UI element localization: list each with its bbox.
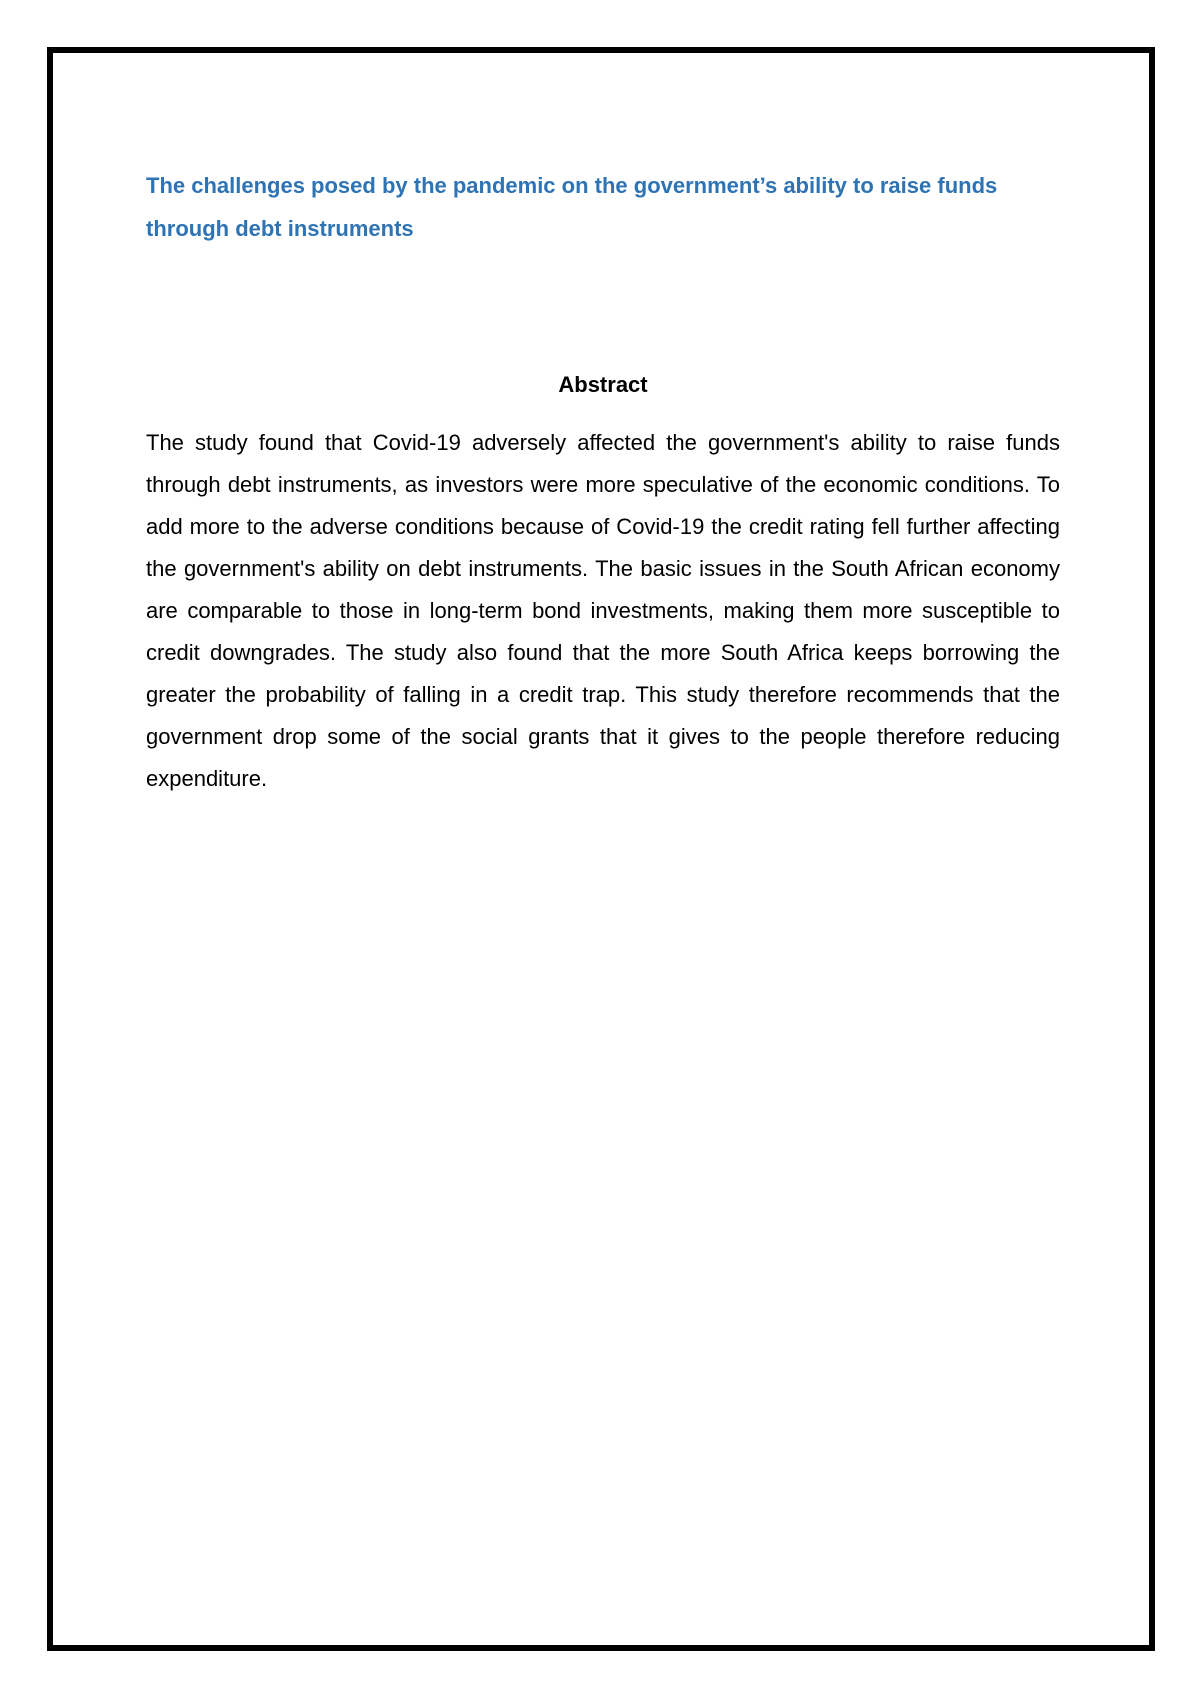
abstract-body: The study found that Covid-19 adversely affected the government's ability to raise funds through debt instruments, as investors were more speculative of the economic conditions. To add more to the adverse conditions because of Covid-19 the credit rating fell further affecting the government's ability on debt instruments. The basic issues in the South African economy are comparable to those in long-term bond investments, making them more susceptible to credit downgrades. The study also found that the more South Africa keeps borrowing the greater the probability of falling in a credit trap. This study therefore recommends that the government drop some of the social grants that it gives to the people therefore reducing expenditure. xyxy=(146,430,1060,791)
page-border xyxy=(47,47,1155,1651)
abstract-heading: Abstract xyxy=(558,372,648,397)
document-title: The challenges posed by the pandemic on the government’s ability to raise funds through debt instruments xyxy=(146,173,998,241)
